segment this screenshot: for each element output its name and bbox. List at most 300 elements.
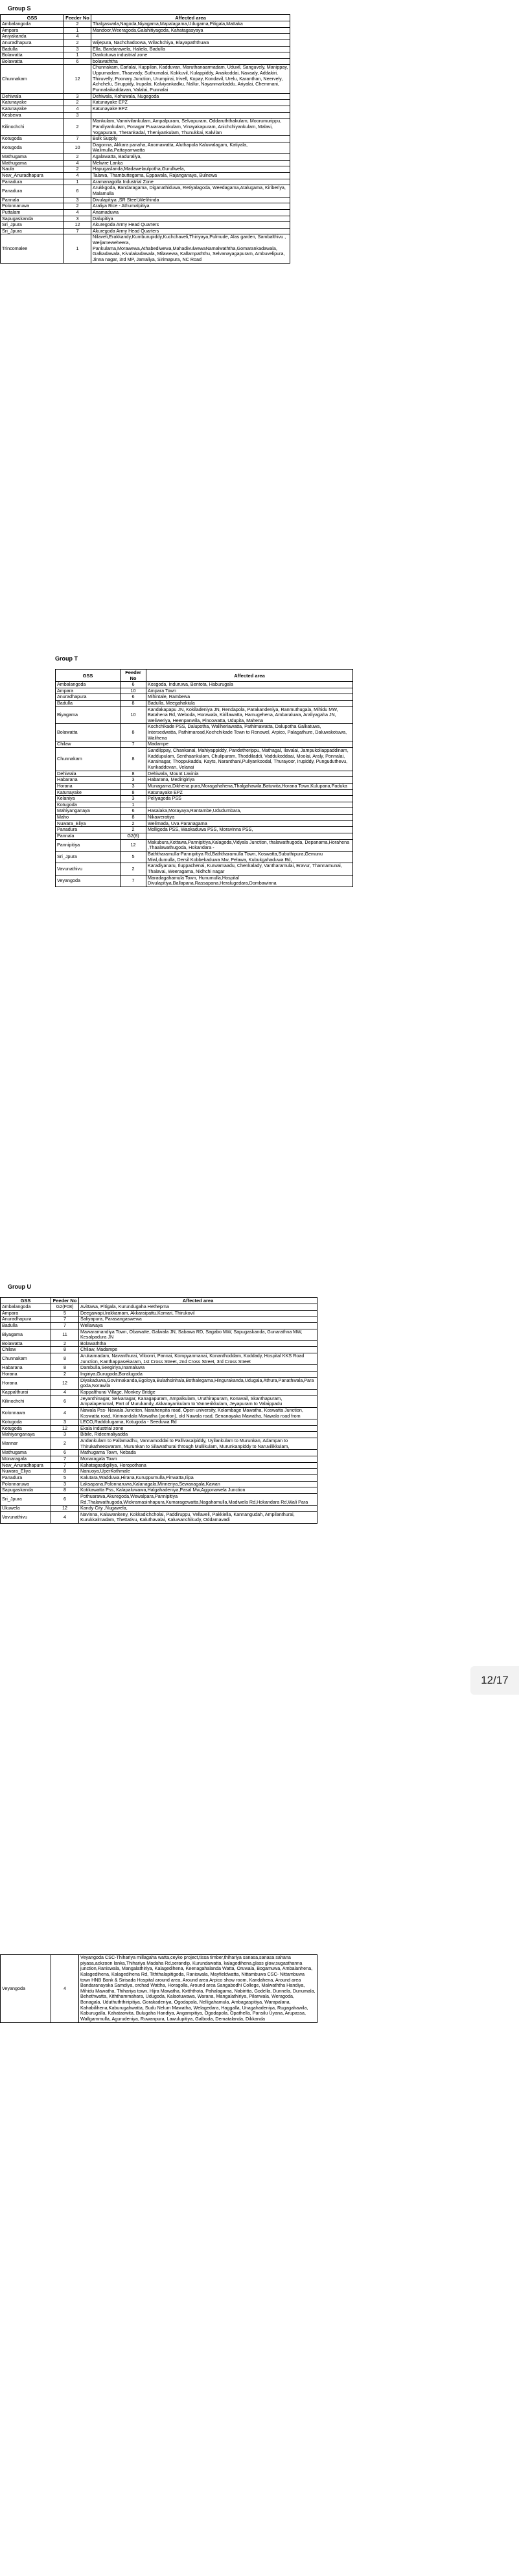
area-cell: Chilaw, Madampe [79,1347,317,1353]
area-cell: Monaragala Town [79,1456,317,1463]
feeder-cell: 6 [121,694,146,701]
area-cell: Deegawapi,Irakkamam, Akkaraipattu,Komari, Thirukovil [79,1310,317,1316]
feeder-cell: 6 [121,682,146,688]
feeder-cell: 8 [121,815,146,821]
feeder-cell: 6 [64,58,91,65]
gss-cell: Kilinochchi [1,119,64,136]
area-cell: Agalawatta, Baduraliya, [91,154,290,161]
feeder-cell: 6 [121,808,146,815]
gss-cell: Bolawatta [1,1340,51,1347]
feeder-cell: 7 [121,741,146,748]
feeder-cell: 12 [64,65,91,93]
feeder-cell: 2 [121,827,146,833]
feeder-cell: 1 [64,27,91,34]
gss-cell: Ambalangoda [56,682,121,688]
table-row [56,875,353,887]
feeder-cell: 7 [51,1456,79,1463]
gss-column-header: GSS [56,670,121,682]
area-column-header: Affected area [146,670,353,682]
feeder-cell: 10 [121,706,146,724]
gss-cell: Puttalam [1,209,64,216]
gss-column-header: GSS [1,15,64,21]
area-cell: Laksapana,Polonnaruwa,Kalanagala,Minneriya,Sewanagala,Kawan [79,1481,317,1487]
area-cell: Melwire Lanka [91,160,290,166]
table-row [1,34,290,40]
area-cell: Kahatagasdigiliya, Horopothana [79,1462,317,1469]
feeder-cell: 3 [51,1481,79,1487]
feeder-cell: 1 [64,234,91,263]
feeder-column-header: Feeder No [121,670,146,682]
table-row [1,166,290,173]
table-row [56,808,353,815]
area-cell: Sandilppay, Chankanai, Mahiyappiddy, Pandetherippu, Mathagal, Ilavalai, Jampukoliappaddinam, Kaddupulam, Senthaankulam, Chulipuram, Thoddiladdi, Vaddukoddaai, Moolai, Araly, Ponnalai, Karainagar, Thoppukaddu, Kayts, Naranthani,Puliyankoodal, Thurayoor, Irupiddy, Punguduthevu, Kurikaddovan, Velanai [146,748,353,771]
feeder-cell: 8 [51,1487,79,1494]
table-row [1,179,290,185]
gss-cell: Kotugoda [1,1419,51,1426]
gss-cell: Dehiwala [56,771,121,777]
area-cell: Bolawaththa [79,1340,317,1347]
table-row [56,682,353,688]
gss-cell: Anuradhapura [1,40,64,46]
gss-cell: Bolawatta [1,58,64,65]
table-row [1,154,290,161]
table-row [56,839,353,851]
gss-cell: Ambalangoda [1,1304,51,1311]
gss-cell: Naula [1,166,64,173]
table-row [1,136,290,142]
feeder-cell: 3 [51,1419,79,1426]
area-cell: Arukkgoda, Bandaragama, Diganathiduwa, Retiyalagoda, Weedagama,Atalugama, Kiriberiya, Malamulla [91,185,290,197]
gss-cell: Mathugama [1,1450,51,1456]
area-cell: Chunnakam, Earlalai, Kuppilan, Kadduvan, Maruthanaarmadam, Uduvil, Sanguvely, Manippay, Uppumadam, Thaavady, Suthumalai, Kokkuvil, Kulappiddy, Anaikoddai, Navaaly, Addakiri, Thiruvelly, Poonary Junction, Urumpirai, Irivell, Kopay, Kondavil, Urelu, Karanthan, Neervely, Achchelu, Siruppidy, Irupalai, Kalviyankadku, Nallur, Nayanmarkaddu, Ariyalai, Chemmani, Punnalaikaddavan, Valalai, Punnalai [91,65,290,93]
gss-cell: Pannala [1,197,64,203]
table-row [56,783,353,789]
area-cell: Arukaimadam, Navanthurai, Viloonri, Pannai, Kompyanmanai, Konanthoddam, Koddady, Hospital KKS Road Junction, Kanthappasekaram, 1st Cross Street, 2nd Cross Street, 3rd Cross Street [79,1353,317,1365]
table-row [1,222,290,229]
table-row [1,46,290,52]
area-cell: Anamaduwa [91,209,290,216]
gss-cell: Kelaniya [56,796,121,802]
gss-cell: Polonnaruwa [1,1481,51,1487]
gss-cell: Sri_Jpura [1,228,64,234]
gss-cell: Habarana [1,1365,51,1372]
table-row [56,706,353,724]
feeder-cell: 12 [51,1425,79,1432]
feeder-cell: 3 [64,197,91,203]
table-row [56,796,353,802]
feeder-cell: 8 [121,700,146,706]
area-cell: Pothuarawa,Akuregoda,Wewalpara,Pannipitiya Rd,Thalawathugoda,Wickramasinhapura,Kumaragewatta,Nagahamulla,Madiwela Rd,Hokandara Rd,Wali Para [79,1493,317,1505]
area-cell: Kochchikade PSS, Dalupotha, Waliheriawatta, Pathimawatta, Dalupotha Galkatuwa, Intersedwatta, Pathimaroad,Kochchikade Town to Ronowel, Arpico, Palagathure, Daluwakotuwa, Walihena [146,724,353,741]
feeder-cell: 3 [121,796,146,802]
area-cell: Mawaramandiya Town, Obawatte, Galwala JN, Sabawa RD, Sagabo MW, Sapugaskanda, Gunarathna MW, Kesalpadura JN [79,1329,317,1340]
area-cell: bolawaththa [91,58,290,65]
area-cell: Mihintale, Rambewa [146,694,353,701]
table-row [1,1506,317,1512]
area-cell: Diyakaduwa,Govinnakanda,Egoloya,Bulathsinhala,Bothalegama,Hingurakanda,Udugala,Athura,Panathwala,Paragoda,Norawila [79,1377,317,1389]
gss-cell: Katunayake [56,789,121,796]
feeder-cell: 3 [64,93,91,100]
feeder-cell: 11 [51,1329,79,1340]
table-row [56,863,353,875]
gss-cell: Ampara [1,27,64,34]
feeder-cell: 12 [121,839,146,851]
gss-cell: Vavunathivu [56,863,121,875]
feeder-cell: 4 [64,34,91,40]
table-row [1,197,290,203]
gss-cell: Chunnakam [56,748,121,771]
gss-cell: Mahiyanganaya [56,808,121,815]
area-cell: LECO,Raddolugama, Kotugoda - Seeduwa Rd [79,1419,317,1426]
gss-cell: Ambalangoda [1,21,64,28]
gss-cell: Kotugoda [1,1425,51,1432]
table-row [1,1450,317,1456]
gss-cell: Mathugama [1,154,64,161]
gss-cell: Maho [56,815,121,821]
area-cell: Kalutara,Wadduwa,Hirana,Kuruppumulla,Pinwatta,Ilipa [79,1474,317,1481]
table-row [1,1377,317,1389]
feeder-cell: G2(8) [121,833,146,840]
feeder-cell: 2 [64,21,91,28]
area-cell: Dambulla,Seegiriya,Inamaluwa [79,1365,317,1372]
table-row [1,173,290,179]
feeder-cell: 8 [51,1353,79,1365]
table-row [56,789,353,796]
area-cell: Veyangoda CSC-Thihariya millagaha watta,ceyko project,tissa timber,thihariya sanasa,sanasa sahana piyasa,ackzoon lanka,Thihariya Madaha Rd,serandip, Kurundawatta, kalagedihena,glass glow,sugasthanna junction,Raniswala, Mangalathiriya, Kalagedihena, Keenagahalanda Watta, Oruwala, Bogamuwa, Ambalanhena, Kalagedihena, Kalagedihena Rd, Tiththalapitigoda, Raniswala, Mayfieldwatta, Nittambuwa CSC- Nittambuwa town HNB Bank & Sirisada Hospital around area, Around area Arpico show room, Kandahena, Around area Bandaranayaka Samdiya, orchad Wattha, Horagolla, Around area Sangabodhi College, Malwaththa Handiya, Mihidu Mawatha, Thihariya town, Hijra Mawatha, Kxtththota, Pahalagama, Nabiritta, Godella, Dunnela, Dunumala, Behethwatta, Kiththammahara, Udugoda, Kalaotuwawa, Warana, Mangalathiriya, Pilanwala, Weragoda, Bonagala, Uduthuththiripitiya, Gorakadeniya, Ogodapola, Nelligahamula, Ambagaspitiya, Warapalana, Kahabilihena,Kaburugahwatta, Sudu Nelum Mawatha, Welagedara, Haggalla, Unagahadeniya, Rugagahawila, Kaburugalla, Kahataowita, Bulugaha Handiya, Angampitiya, Ogodapola, Opathella, Pansilu Uyana, Arupassa, Wallgammulla, Agurudeniya, Ruwanpura, Lawulupitiya, Galboda, Dematalanda, Dikkanda [79,1955,317,2023]
gss-cell: Kotugoda [56,802,121,808]
table-row [1,1438,317,1450]
area-cell: Hapugaslanda,Madawelaulpotha,Gurullwela, [91,166,290,173]
gss-cell: Anuradhapura [1,1316,51,1323]
feeder-cell: 3 [64,112,91,119]
gss-cell: Sri_Jpura [1,1493,51,1505]
area-column-header: Affected area [79,1298,317,1304]
feeder-cell: 4 [64,106,91,112]
gss-cell: Sapugaskanda [1,1487,51,1494]
gss-cell: Ukuwela [1,1506,51,1512]
area-cell: Madampe [146,741,353,748]
area-cell: Kandakapapu JN, Kokiladeniya JN, Rendapola, Parakandeniya, Ranmuthugala, Mihidu MW, Batahena Rd, Weboda, Horawala, Kirillawatta, Hamugehena, Ambaraluwa, Araliyagaha JN, Weliweriya, Heenpanwila, Pincowatta, Udupita, Mahena [146,706,353,724]
feeder-cell: 2 [121,820,146,827]
area-cell: Dehiwala, Mount Lavinia [146,771,353,777]
gss-cell: Chilaw [56,741,121,748]
area-cell: Ella, Bandarawela, Haliela, Badulla [91,46,290,52]
gss-cell: Ampara [56,688,121,694]
area-cell: Thalgaswala,Nagoda,Niyagama,Mapalagama,Udugama,Pitigala,Mattaka [91,21,290,28]
area-cell: Kandy City ,Nugawela, [79,1506,317,1512]
feeder-cell: 3 [64,216,91,222]
group-t-table [55,669,353,887]
group-t-title: Group T [55,655,78,662]
area-cell: Nanuoya,UperKothmale [79,1469,317,1475]
table-row [1,1419,317,1426]
table-row [56,741,353,748]
table-row [56,777,353,784]
area-cell: Maradagahamula Town, Hunumulla,Hospital Divulapitiya,Ballapana,Rassapana,Heralugedara,Dombawinna [146,875,353,887]
area-cell: Araliya Rice - Athumalpitiya [91,203,290,210]
table-row [1,1365,317,1372]
gss-cell: Habarana [56,777,121,784]
feeder-cell: 7 [51,1316,79,1323]
group-u-table [0,1297,317,1524]
table-row [1,234,290,263]
area-cell: Karadiyanaru, Iluppachenai, Kurwamaadu, Chenkalady, Vantharamulai, Eravur, Thannamunai, Thalavai, Weeragama, Nidhchi nagar [146,863,353,875]
gss-cell: Horana [56,783,121,789]
gss-cell: Horana [1,1372,51,1378]
area-cell: Molligoda PSS, Waskaduwa PSS, Moravinna PSS, [146,827,353,833]
feeder-cell: 8 [51,1347,79,1353]
table-row [1,142,290,153]
gss-cell: Horana [1,1377,51,1389]
gss-cell: Ampara [1,1310,51,1316]
feeder-cell: 3 [64,46,91,52]
gss-cell: Panadura [1,1474,51,1481]
feeder-cell: 7 [64,228,91,234]
gss-cell: Badulla [1,1322,51,1329]
gss-cell: Kesbewa [1,112,64,119]
table-row [56,694,353,701]
gss-cell: Kolonnawa [1,1407,51,1419]
gss-cell: Anuradhapura [56,694,121,701]
table-row [1,58,290,65]
feeder-cell: 2 [64,119,91,136]
feeder-cell: 3 [51,1432,79,1438]
gss-cell: Kotugoda [1,142,64,153]
feeder-cell: 2 [51,1438,79,1450]
feeder-cell: 8 [121,771,146,777]
table-row [1,1329,317,1340]
gss-cell: New_Anuradhapura [1,173,64,179]
table-row [1,1316,317,1323]
gss-cell: Kotugoda [1,136,64,142]
area-cell: Saliyapura, Parasangaswewa [79,1316,317,1323]
table-header-row [1,15,290,21]
page-indicator: 12/17 [470,1666,519,1695]
gss-cell: Veyangoda [56,875,121,887]
area-cell [91,112,290,119]
table-row [56,771,353,777]
gss-cell: Monaragala [1,1456,51,1463]
feeder-cell: 5 [51,1474,79,1481]
area-cell: Ekala industrial zone [79,1425,317,1432]
feeder-cell: 12 [51,1377,79,1389]
area-cell: Dalupitiya [91,216,290,222]
gss-cell: Panadura [1,179,64,185]
table-row [1,65,290,93]
gss-cell: Veyangoda [1,1955,51,2023]
area-cell [91,34,290,40]
table-row [1,1511,317,1523]
feeder-cell: 2 [64,100,91,106]
gss-cell: Sapugaskanda [1,216,64,222]
group-v-table [0,1954,317,2023]
feeder-cell: 2 [64,40,91,46]
table-row [56,815,353,821]
table-row [1,21,290,28]
table-row [1,1955,317,2023]
feeder-cell: 12 [64,222,91,229]
gss-cell: Katunayake [1,100,64,106]
group-s-table [0,14,290,264]
area-cell: Wijepura, Nachchadoowa, Wilachchiya, Elayapaththuwa [91,40,290,46]
table-row [1,52,290,59]
table-row [1,100,290,106]
table-header-row [1,1298,317,1304]
area-cell: Aramanagolla Industrial Zone [91,179,290,185]
table-row [1,27,290,34]
feeder-cell: 3 [121,777,146,784]
feeder-cell: 7 [121,875,146,887]
table-row [56,851,353,863]
table-row [56,700,353,706]
feeder-cell: 4 [51,1389,79,1395]
table-row [1,106,290,112]
table-row [1,1481,317,1487]
feeder-cell: 1 [64,52,91,59]
area-cell: Wellawaya [79,1322,317,1329]
area-cell: Nilaveli,Erakkandy,Kumburupiddy,Kuchchaveli,Thiriyaya,Pulmude, Alas garden, Sambalthivu , Weljameweheera, Pankulama,Morawewa,Athabediwewa,MahadivulwewaNamalwaththa,Gomarankadawala, Galkadawala, Kivulakadawala, Milawewa, Kallampaththu, Selvanayagapuram, Ambuvelipura, Jinna nagar, 3rd MP, Jamaliya, Sirimapura, NC Road [91,234,290,263]
table-row [56,820,353,827]
gss-cell: Kilinochchi [1,1395,51,1407]
gss-cell: Chilaw [1,1347,51,1353]
table-row [1,1310,317,1316]
table-row [1,1493,317,1505]
table-row [1,1353,317,1365]
area-cell: Nawala Pss- Nawala Junction, Narahenpita road, Open university, Kolambage Mawatha, Koswatta Junction, Koswatta road, Kirimandala Mawatha (portion), old Nawala road, Senanayaka Mawatha, Nawala road from [79,1407,317,1419]
feeder-cell: 2 [51,1340,79,1347]
feeder-cell: 8 [51,1469,79,1475]
area-cell: Ampara Town [146,688,353,694]
table-header-row [56,670,353,682]
area-cell: Kosgoda, Induruwa, Bentota, Haburugala [146,682,353,688]
gss-cell: Nuwara_Eliya [1,1469,51,1475]
area-cell: Welimada, Uva Paranagama [146,820,353,827]
table-row [1,160,290,166]
feeder-cell: 2 [64,154,91,161]
gss-cell: Chunnakam [1,1353,51,1365]
table-row [1,1456,317,1463]
gss-cell: Pannipitiya [56,839,121,851]
area-cell: Bulk Supply [91,136,290,142]
table-row [56,802,353,808]
gss-cell: Nuwara_Eliya [56,820,121,827]
table-row [56,827,353,833]
gss-cell: Bolawatta [56,724,121,741]
area-cell: Dagonna, Akkara panaha, Anomawatta, Aluthapola Kaluwalagam, Katiyala, Walimulla,Pattayamwatta [91,142,290,153]
gss-cell: Badulla [1,46,64,52]
gss-cell: Biyagama [1,1329,51,1340]
gss-cell: Chunnakam [1,65,64,93]
feeder-cell: 10 [64,142,91,153]
gss-cell: Katunayake [1,106,64,112]
table-row [1,93,290,100]
feeder-cell: 7 [64,136,91,142]
table-row [1,1372,317,1378]
group-u-title: Group U [8,1283,31,1290]
feeder-cell: 4 [51,1511,79,1523]
gss-cell: Panadura [1,185,64,197]
gss-cell: Panadura [56,827,121,833]
area-cell: Navinna, Kaluwankeny, Kokkadichcholai, Paddiruppu, Vellaveli, Pakkiella, Kannangudah, Ampilanthurai, Kurukkalmadam, Thettativu, Kaluthavalai, Kaluwanchikudy, Oddamavadi [79,1511,317,1523]
area-cell: Mankulam, Vannivilankulam, Ampalpuram, Selvapuram, Oddaruththakulam, Moorumurippu, Pandiyankulam, Ponagar Puvarasankulam, Vinayakapuram, Anichchiyankulam, Malavi, Yogapuram, Therankadal, Theniyankulam, Thunukkai, Kalvilan [91,119,290,136]
area-cell: Akuregoda Army Head Quarters [91,222,290,229]
table-row [56,748,353,771]
table-row [1,216,290,222]
feeder-cell: 2 [121,863,146,875]
feeder-cell: 12 [51,1506,79,1512]
area-cell: Talawa, Thambuttegama, Eppawala, Rajanganaya, Bulnewa [91,173,290,179]
table-row [56,833,353,840]
table-row [56,688,353,694]
table-row [1,228,290,234]
area-cell: Nikaweratiya [146,815,353,821]
feeder-cell: 2 [64,166,91,173]
feeder-cell: G2(F08) [51,1304,79,1311]
table-row [1,1340,317,1347]
area-cell: Katunayake EPZ [146,789,353,796]
feeder-cell: 6 [51,1450,79,1456]
table-row [1,119,290,136]
feeder-cell: 2 [64,203,91,210]
gss-cell: Aniyakanda [1,34,64,40]
feeder-cell: 4 [64,160,91,166]
gss-cell: Kappalthurai [1,1389,51,1395]
area-cell: Makubura,Kottawa,Pannipitiya,Kalagoda,Vidyala Junction, thalawathugoda, Depanama,Horahena ,Thaalawathugoda, Hokandara - [146,839,353,851]
area-cell: Akuregoda Army Head Quarters [91,228,290,234]
feeder-cell: 6 [51,1395,79,1407]
table-row [1,203,290,210]
feeder-cell: 8 [51,1365,79,1372]
feeder-cell: 2 [51,1372,79,1378]
gss-cell: Pannala [56,833,121,840]
area-cell: Divulapitiya ,SR Steel,Welihinda [91,197,290,203]
area-cell: Jeyanthinagar, Selvanagar, Kanagapuram, Ampalkulam, Uruthirapuram, Konavail, Skanthapuram, Ampalaperumal, Part of Murukandy, Akkarayankulam to Vannerikkulam, Jeyapuram to Valaippadu [79,1395,317,1407]
feeder-cell: 5 [51,1310,79,1316]
area-cell: Kotikawatta Pss, Kalapaluwawa,Halgahadeniya,Pasal Mw,Aggonawela Junction [79,1487,317,1494]
table-row [1,1474,317,1481]
table-row [1,40,290,46]
area-cell: Kappalthurai Village, Monkey Bridge [79,1389,317,1395]
area-cell: Hasalaka,Morayaya,Rantambe,Ududumbara, [146,808,353,815]
feeder-cell: 4 [64,209,91,216]
feeder-column-header: Feeder No [51,1298,79,1304]
group-s-title: Group S [8,5,31,12]
table-row [1,1425,317,1432]
area-cell: Avittawa, Pitigala, Kurundugaha Hethepma [79,1304,317,1311]
area-cell: Badulla, Meegahakiula [146,700,353,706]
feeder-cell: 8 [121,748,146,771]
table-row [1,1462,317,1469]
feeder-cell: 1 [121,802,146,808]
feeder-cell: 6 [51,1493,79,1505]
feeder-cell: 8 [121,789,146,796]
feeder-cell: 5 [121,851,146,863]
table-row [1,112,290,119]
table-row [1,1322,317,1329]
area-cell: Katunayake EPZ [91,106,290,112]
feeder-cell: 6 [64,185,91,197]
area-cell: Ingiriya,Gurugoda,Boralugoda [79,1372,317,1378]
area-cell: Mandoor,Weeragoda,Galahitiyagoda, Kahatagasyaya [91,27,290,34]
table-row [1,1304,317,1311]
gss-cell: Sri_Jpura [1,222,64,229]
table-row [1,1469,317,1475]
gss-cell: Dehiwala [1,93,64,100]
table-row [56,724,353,741]
feeder-column-header: Feeder No [64,15,91,21]
gss-cell: Polonnaruwa [1,203,64,210]
gss-cell: Mathugama [1,160,64,166]
